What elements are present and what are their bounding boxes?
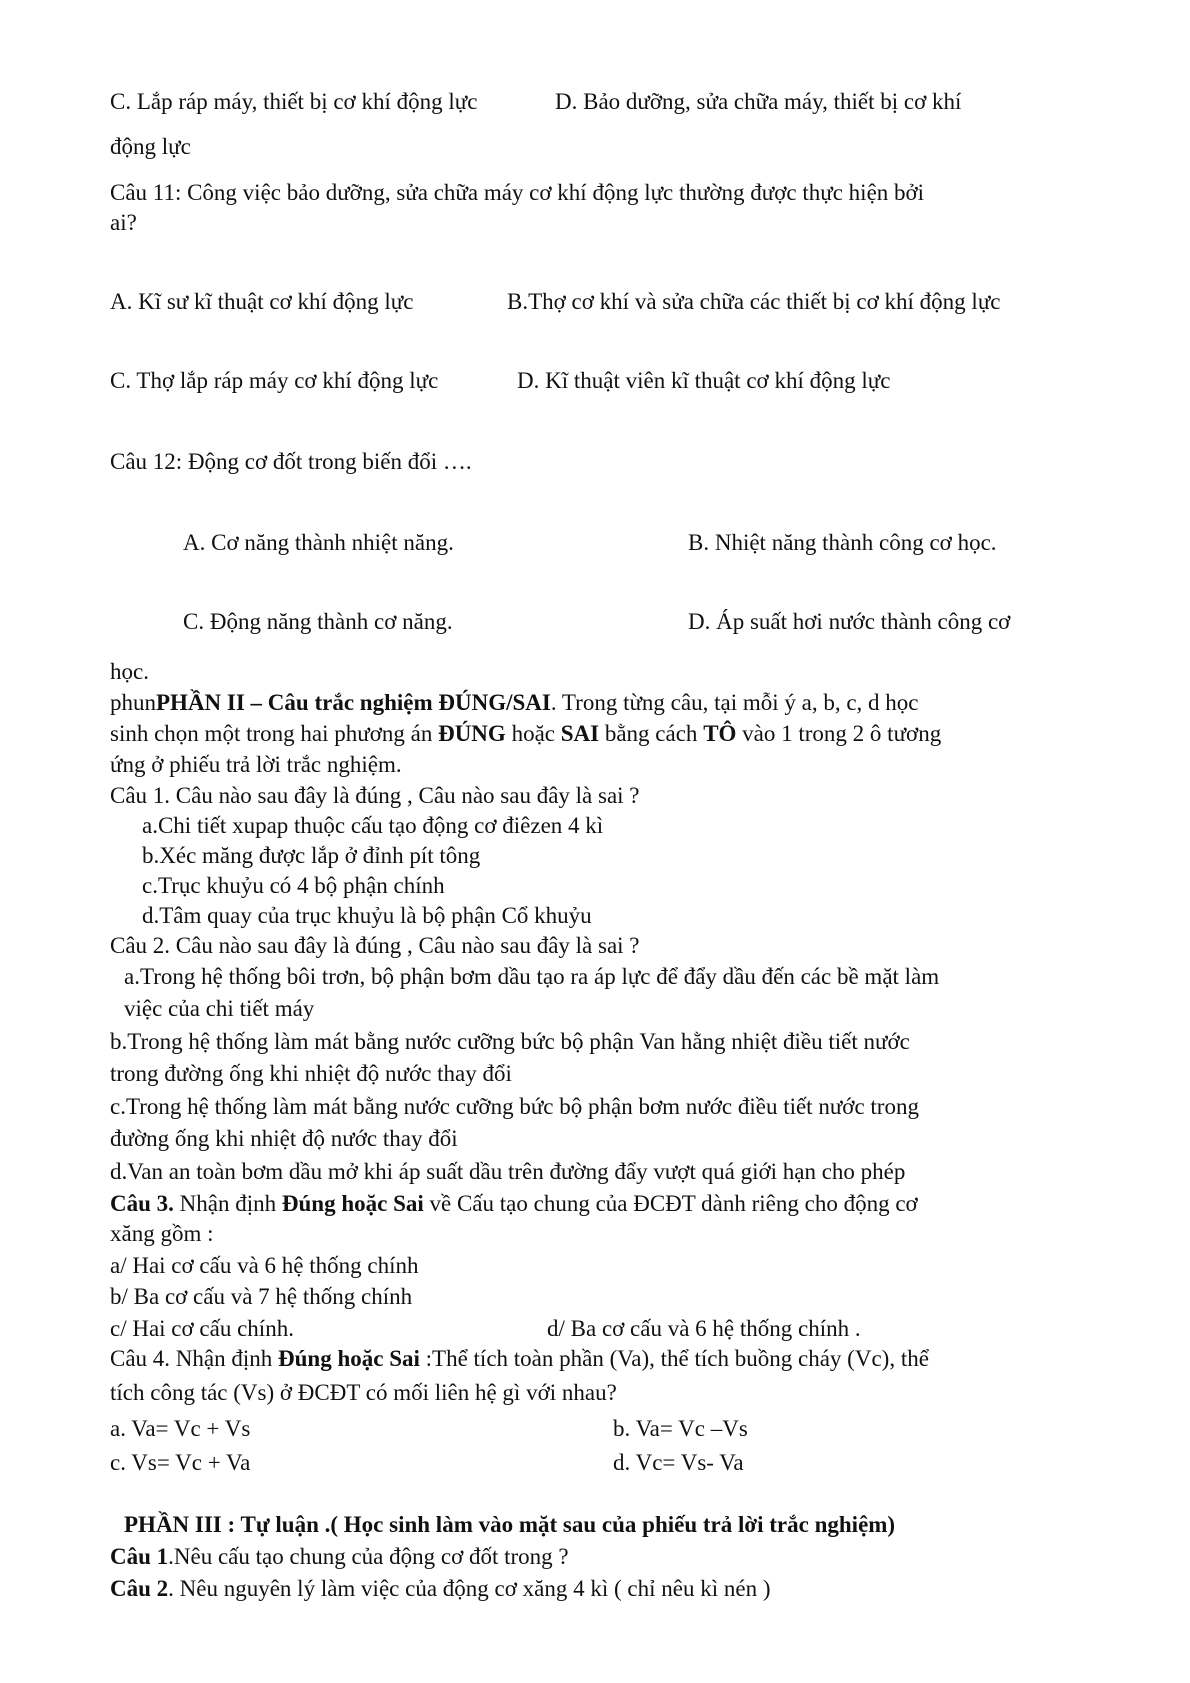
word-dung: ĐÚNG (438, 721, 506, 746)
tf-q1-item-d: d.Tâm quay của trục khuỷu là bộ phận Cổ khuỷu (142, 903, 592, 928)
tf-q4-item-a: a. Va= Vc + Vs (110, 1416, 251, 1441)
part2-prefix: phun (110, 690, 156, 715)
tf-q1-stem: Câu 1. Câu nào sau đây là đúng , Câu nào sau đây là sai ? (110, 783, 640, 808)
tf-q2-item-b-cont: trong đường ống khi nhiệt độ nước thay đổi (110, 1061, 512, 1086)
q10-option-d: D. Bảo dưỡng, sửa chữa máy, thiết bị cơ khí (555, 89, 962, 114)
tf-q4-stem: Câu 4. Nhận định Đúng hoặc Sai :Thể tích toàn phần (Va), thể tích buồng cháy (Vc), thể (110, 1346, 929, 1371)
tf-q3-stem-cont: xăng gồm : (110, 1221, 214, 1246)
essay-q2: Câu 2. Nêu nguyên lý làm việc của động cơ xăng 4 kì ( chỉ nêu kì nén ) (110, 1576, 771, 1601)
tf-q1-item-a: a.Chi tiết xupap thuộc cấu tạo động cơ điêzen 4 kì (142, 813, 604, 838)
q12-stem: Câu 12: Động cơ đốt trong biến đổi …. (110, 449, 472, 474)
tf-q2-item-c-cont: đường ống khi nhiệt độ nước thay đổi (110, 1126, 458, 1151)
word-sai: SAI (560, 721, 600, 746)
q12-option-b: B. Nhiệt năng thành công cơ học. (688, 530, 997, 555)
tf-q3-item-c: c/ Hai cơ cấu chính. (110, 1316, 294, 1341)
part2-intro-line3: ứng ở phiếu trả lời trắc nghiệm. (110, 752, 402, 777)
part2-heading (110, 689, 919, 717)
q12-option-c: C. Động năng thành cơ năng. (183, 609, 453, 634)
q11-stem-cont: ai? (110, 210, 137, 235)
q10-option-c: C. Lắp ráp máy, thiết bị cơ khí động lực (110, 89, 478, 114)
q12-option-a: A. Cơ năng thành nhiệt năng. (183, 530, 454, 555)
q11-option-d: D. Kĩ thuật viên kĩ thuật cơ khí động lực (517, 368, 891, 393)
tf-q3-stem: Câu 3. Nhận định Đúng hoặc Sai về Cấu tạo chung của ĐCĐT dành riêng cho động cơ (110, 1191, 918, 1216)
q12-option-d: D. Áp suất hơi nước thành công cơ (688, 609, 1011, 634)
q12-option-d-cont: học. (110, 659, 149, 684)
tf-q4-stem-cont: tích công tác (Vs) ở ĐCĐT có mối liên hệ gì với nhau? (110, 1380, 617, 1405)
tf-q2-item-b: b.Trong hệ thống làm mát bằng nước cưỡng bức bộ phận Van hằng nhiệt điều tiết nước (110, 1029, 910, 1054)
tf-q1-item-c: c.Trục khuỷu có 4 bộ phận chính (142, 873, 445, 898)
part2-title: PHẦN II – Câu trắc nghiệm ĐÚNG/SAI (156, 690, 551, 715)
tf-q2-item-c: c.Trong hệ thống làm mát bằng nước cưỡng bức bộ phận bơm nước điều tiết nước trong (110, 1094, 919, 1119)
q11-option-a: A. Kĩ sư kĩ thuật cơ khí động lực (110, 289, 414, 314)
part3-heading: PHẦN III : Tự luận .( Học sinh làm vào mặt sau của phiếu trả lời trắc nghiệm) (124, 1512, 896, 1537)
essay-q1: Câu 1.Nêu cấu tạo chung của động cơ đốt trong ? (110, 1544, 569, 1569)
q11-option-b: B.Thợ cơ khí và sửa chữa các thiết bị cơ khí động lực (507, 289, 1001, 314)
q11-option-c: C. Thợ lắp ráp máy cơ khí động lực (110, 368, 439, 393)
q10-option-d-cont: động lực (110, 134, 191, 159)
tf-q2-item-a-cont: việc của chi tiết máy (124, 996, 315, 1021)
tf-q2-item-d: d.Van an toàn bơm dầu mở khi áp suất dầu trên đường đẩy vượt quá giới hạn cho phép (110, 1159, 906, 1184)
tf-q3-item-d: d/ Ba cơ cấu và 6 hệ thống chính . (547, 1316, 861, 1341)
tf-q4-item-d: d. Vc= Vs- Va (613, 1450, 744, 1475)
tf-q3-item-a: a/ Hai cơ cấu và 6 hệ thống chính (110, 1253, 419, 1278)
tf-q2-item-a: a.Trong hệ thống bôi trơn, bộ phận bơm dầu tạo ra áp lực để đẩy dầu đến các bề mặt làm (124, 964, 940, 989)
tf-q4-item-b: b. Va= Vc –Vs (613, 1416, 748, 1441)
word-to: TÔ (703, 721, 737, 746)
tf-q4-item-c: c. Vs= Vc + Va (110, 1450, 251, 1475)
q11-stem: Câu 11: Công việc bảo dưỡng, sửa chữa máy cơ khí động lực thường được thực hiện bởi (110, 180, 925, 205)
tf-q2-stem: Câu 2. Câu nào sau đây là đúng , Câu nào sau đây là sai ? (110, 933, 640, 958)
tf-q3-item-b: b/ Ba cơ cấu và 7 hệ thống chính (110, 1284, 413, 1309)
part2-intro-line2: sinh chọn một trong hai phương án ĐÚNG hoặc SAI bằng cách TÔ vào 1 trong 2 ô tương (110, 721, 942, 746)
part2-intro: . Trong từng câu, tại mỗi ý a, b, c, d học (550, 690, 919, 715)
tf-q1-item-b: b.Xéc măng được lắp ở đỉnh pít tông (142, 843, 481, 868)
